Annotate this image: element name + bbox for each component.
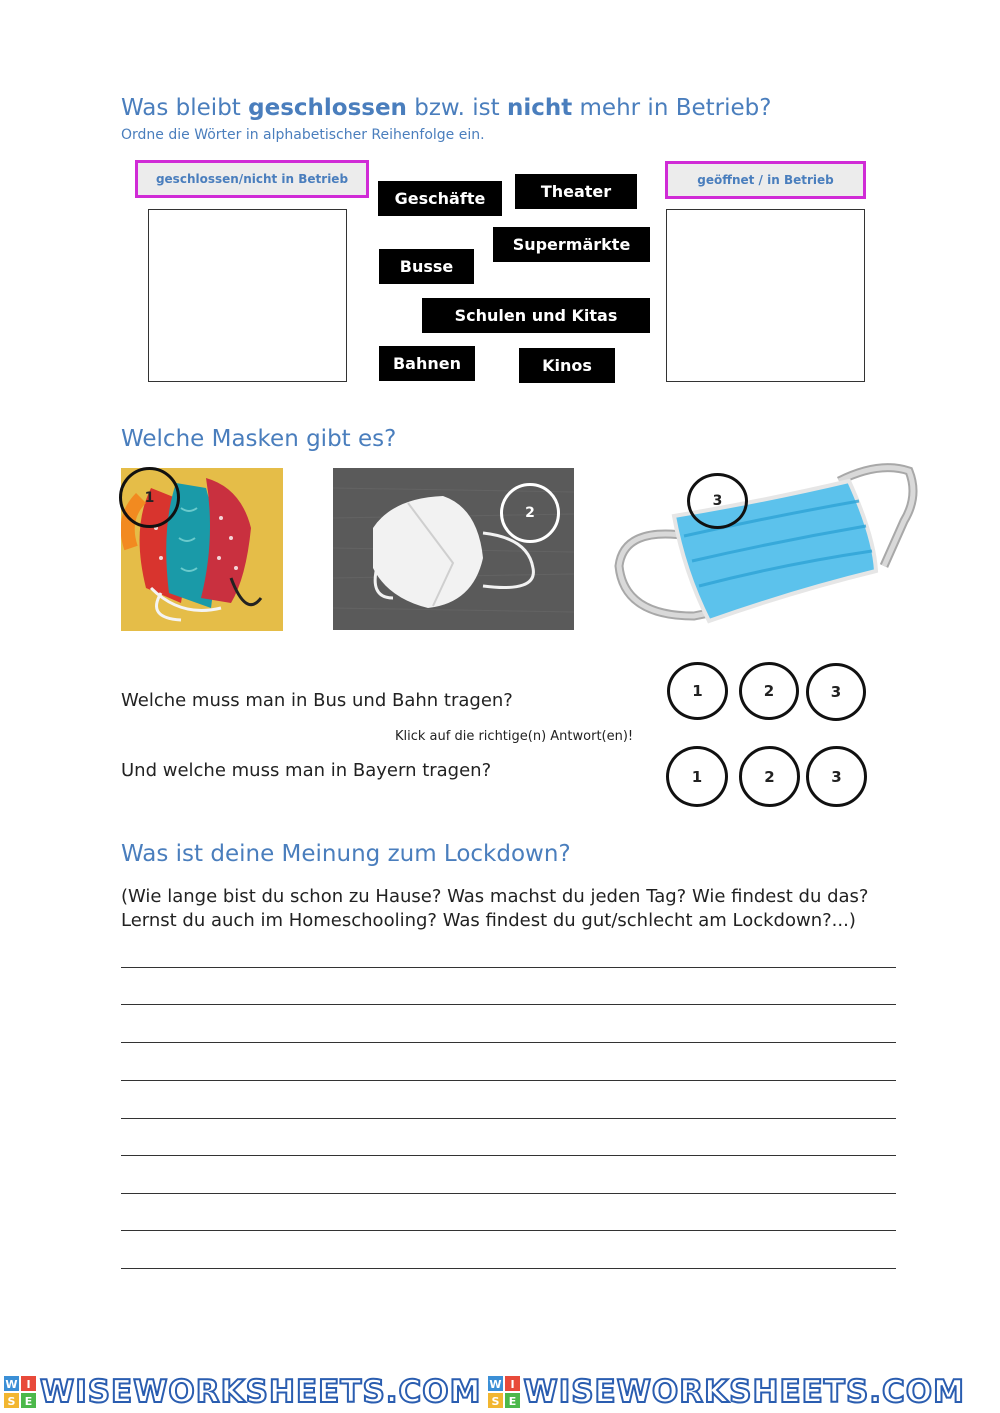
open-category-header: geöffnet / in Betrieb [665, 161, 866, 199]
answer-line-1[interactable] [121, 967, 896, 968]
closed-category-header: geschlossen/nicht in Betrieb [135, 160, 369, 198]
section1-title [121, 95, 771, 121]
answer-line-5[interactable] [121, 1118, 896, 1119]
opinion-prompt-line-2: Lernst du auch im Homeschooling? Was findest du gut/schlecht am Lockdown?...) [121, 910, 856, 931]
opinion-prompt [121, 885, 921, 933]
wise-logo-icon [4, 1376, 36, 1408]
logo-letter: W [5, 1377, 18, 1391]
open-drop-zone[interactable] [666, 209, 865, 382]
word-chip-bahnen[interactable]: Bahnen [379, 346, 475, 381]
word-chip-theater[interactable]: Theater [515, 174, 637, 209]
section1-subtitle: Ordne die Wörter in alphabetischer Reihenfolge ein. [121, 127, 485, 143]
word-chip-geschaefte[interactable]: Geschäfte [378, 181, 502, 216]
section2-title: Welche Masken gibt es? [121, 426, 397, 452]
answer-line-9[interactable] [121, 1268, 896, 1269]
word-chip-busse[interactable]: Busse [379, 249, 474, 284]
bus-bahn-option-2[interactable]: 2 [739, 662, 799, 720]
bus-bahn-option-3[interactable]: 3 [806, 663, 866, 721]
logo-letter: E [24, 1394, 33, 1408]
word-chip-schulen-und-kitas[interactable]: Schulen und Kitas [422, 298, 650, 333]
wise-logo-icon [488, 1376, 520, 1408]
brand-wordmark: WISEWORKSHEETS.COM [523, 1373, 965, 1410]
mask-3-badge: 3 [687, 473, 748, 529]
wiseworksheets-logo [488, 1374, 966, 1410]
answer-line-8[interactable] [121, 1230, 896, 1231]
answer-line-7[interactable] [121, 1193, 896, 1194]
logo-letter: S [491, 1394, 499, 1408]
title-emphasis-nicht: nicht [506, 95, 573, 121]
bayern-option-1[interactable]: 1 [666, 746, 728, 807]
surgical-mask-icon [614, 456, 922, 631]
title-emphasis-geschlossen: geschlossen [248, 95, 407, 121]
question-bus-bahn: Welche muss man in Bus und Bahn tragen? [121, 690, 513, 711]
footer-branding [0, 1370, 1000, 1413]
bayern-option-2[interactable]: 2 [739, 746, 800, 807]
answer-line-4[interactable] [121, 1080, 896, 1081]
word-chip-supermaerkte[interactable]: Supermärkte [493, 227, 650, 262]
word-chip-kinos[interactable]: Kinos [519, 348, 615, 383]
answer-line-3[interactable] [121, 1042, 896, 1043]
logo-letter: I [26, 1377, 31, 1391]
title-part: Was bleibt [121, 95, 249, 121]
brand-wordmark: WISEWORKSHEETS.COM [40, 1373, 482, 1410]
logo-letter: W [488, 1377, 502, 1391]
opinion-prompt-line-1: (Wie lange bist du schon zu Hause? Was machst du jeden Tag? Wie findest du das? [121, 886, 869, 907]
logo-letter: E [508, 1394, 516, 1408]
question-bayern: Und welche muss man in Bayern tragen? [121, 760, 492, 781]
mask-2-badge: 2 [500, 483, 560, 543]
logo-letter: I [509, 1377, 515, 1391]
logo-letter: S [7, 1394, 16, 1408]
title-part: mehr in Betrieb? [572, 95, 772, 121]
bus-bahn-option-1[interactable]: 1 [667, 662, 728, 720]
answer-hint: Klick auf die richtige(n) Antwort(en)! [395, 729, 634, 744]
surgical-mask-image [614, 456, 922, 631]
mask-1-badge: 1 [119, 467, 180, 528]
answer-line-6[interactable] [121, 1155, 896, 1156]
closed-drop-zone[interactable] [148, 209, 347, 382]
answer-line-2[interactable] [121, 1004, 896, 1005]
title-part: bzw. ist [406, 95, 507, 121]
bayern-option-3[interactable]: 3 [806, 746, 867, 807]
section3-title: Was ist deine Meinung zum Lockdown? [121, 841, 571, 867]
wiseworksheets-logo [4, 1374, 482, 1410]
